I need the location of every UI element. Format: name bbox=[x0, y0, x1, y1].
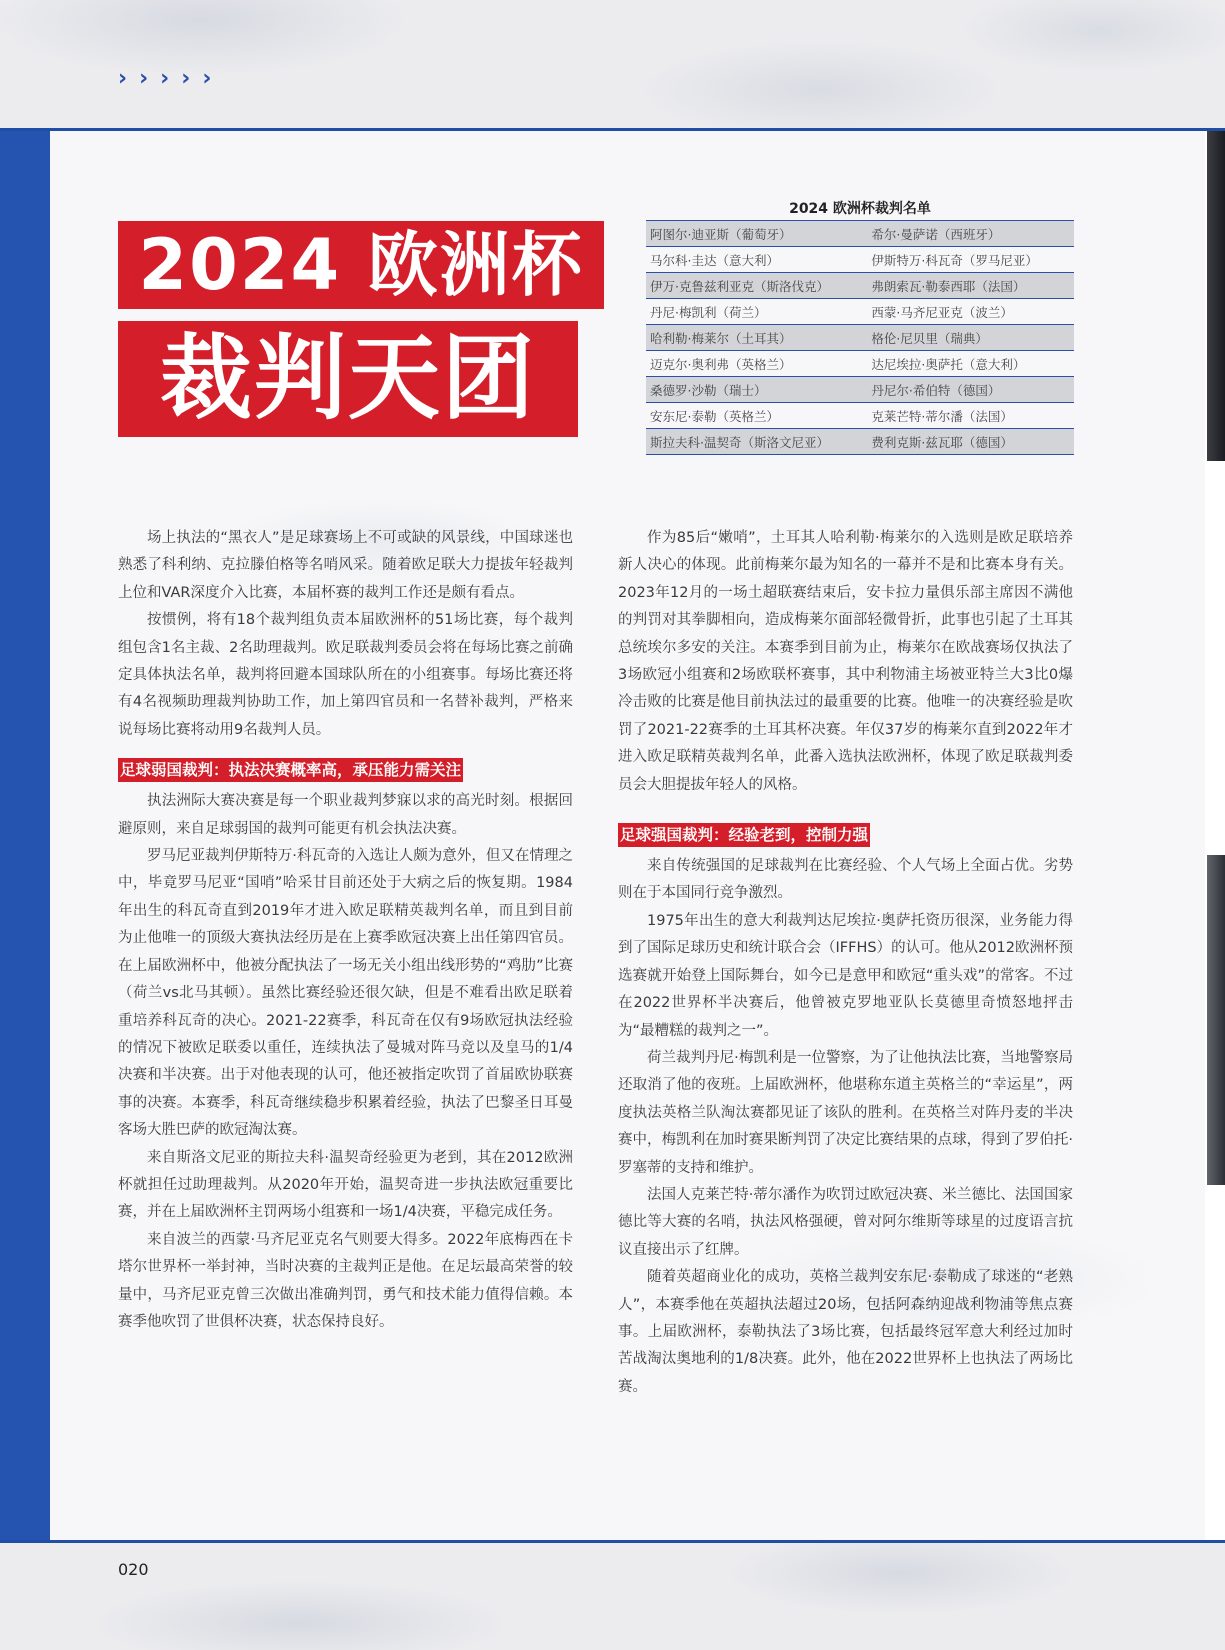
section-heading: 足球弱国裁判：执法决赛概率高，承压能力需关注 bbox=[118, 758, 463, 782]
table-cell: 西蒙·马齐尼亚克（波兰） bbox=[867, 299, 1074, 325]
table-cell: 安东尼·泰勒（英格兰） bbox=[646, 403, 867, 429]
bottom-decorative-band bbox=[0, 1543, 1225, 1650]
paragraph: 作为85后“嫩哨”，土耳其人哈利勒·梅莱尔的入选则是欧足联培养新人决心的体现。此前梅莱尔最为知名的一幕并不是和比赛本身有关。2023年12月的一场土超联赛结束后，安卡拉力量俱乐部主席因不满他的判罚对其拳脚相向，造成梅莱尔面部轻微骨折，此事也引起了土耳其总统埃尔多安的关注。本赛季到目前为止，梅莱尔在欧战赛场仅执法了3场欧冠小组赛和2场欧联杯赛事，其中利物浦主场被亚特兰大3比0爆冷击败的比赛是他目前执法过的最重要的比赛。他唯一的决赛经验是吹罚了2021-22赛季的土耳其杯决赛。年仅37岁的梅莱尔直到2022年才进入欧足联精英裁判名单，此番入选执法欧洲杯，体现了欧足联裁判委员会大胆提拔年轻人的风格。 bbox=[618, 530, 1073, 793]
table-row bbox=[646, 351, 1074, 377]
section-heading: 足球强国裁判：经验老到，控制力强 bbox=[618, 823, 870, 847]
page-title-line2: 裁判天团 bbox=[118, 321, 578, 437]
paragraph: 法国人克莱芒特·蒂尔潘作为吹罚过欧冠决赛、米兰德比、法国国家德比等大赛的名哨，执法风格强硬，曾对阿尔维斯等球星的过度语言抗议直接出示了红牌。 bbox=[618, 1186, 1073, 1258]
paragraph: 荷兰裁判丹尼·梅凯利是一位警察，为了让他执法比赛，当地警察局还取消了他的夜班。上届欧洲杯，他堪称东道主英格兰的“幸运星”，两度执法英格兰队淘汰赛都见证了该队的胜利。在英格兰对阵丹麦的半决赛中，梅凯利在加时赛果断判罚了决定比赛结果的点球，得到了罗伯托·罗塞蒂的支持和维护。 bbox=[618, 1049, 1073, 1176]
table-cell: 格伦·尼贝里（瑞典） bbox=[867, 325, 1074, 351]
table-row bbox=[646, 221, 1074, 247]
chevron-right-icon: › bbox=[118, 66, 128, 91]
table-cell: 斯拉夫科·温契奇（斯洛文尼亚） bbox=[646, 429, 867, 455]
table-cell: 丹尼·梅凯利（荷兰） bbox=[646, 299, 867, 325]
edge-photo-strip bbox=[1207, 855, 1225, 1185]
table-cell: 马尔科·圭达（意大利） bbox=[646, 247, 867, 273]
paragraph: 来自传统强国的足球裁判在比赛经验、个人气场上全面占优。劣势则在于本国同行竞争激烈。 bbox=[618, 858, 1073, 902]
chevron-right-icon: › bbox=[160, 66, 170, 91]
table-row bbox=[646, 429, 1074, 455]
referee-list bbox=[646, 198, 1074, 455]
referee-table bbox=[646, 220, 1074, 455]
table-row bbox=[646, 247, 1074, 273]
table-cell: 迈克尔·奥利弗（英格兰） bbox=[646, 351, 867, 377]
table-cell: 费利克斯·兹瓦耶（德国） bbox=[867, 429, 1074, 455]
chevron-right-icon: › bbox=[202, 66, 212, 91]
table-cell: 桑德罗·沙勒（瑞士） bbox=[646, 377, 867, 403]
table-cell: 阿图尔·迪亚斯（葡萄牙） bbox=[646, 221, 867, 247]
article-column-right bbox=[618, 525, 1073, 1401]
table-cell: 伊万·克鲁兹利亚克（斯洛伐克） bbox=[646, 273, 867, 299]
edge-photo-strip bbox=[1207, 131, 1225, 461]
paragraph: 执法洲际大赛决赛是每一个职业裁判梦寐以求的高光时刻。根据回避原则，来自足球弱国的裁判可能更有机会执法决赛。 bbox=[118, 793, 573, 837]
table-cell: 达尼埃拉·奥萨托（意大利） bbox=[867, 351, 1074, 377]
table-cell: 丹尼尔·希伯特（德国） bbox=[867, 377, 1074, 403]
paragraph: 来自斯洛文尼亚的斯拉夫科·温契奇经验更为老到，其在2012欧洲杯就担任过助理裁判。从2020年开始，温契奇进一步执法欧冠重要比赛，并在上届欧洲杯主罚两场小组赛和一场1/4决赛，平稳完成任务。 bbox=[118, 1149, 573, 1221]
table-row bbox=[646, 273, 1074, 299]
table-row bbox=[646, 377, 1074, 403]
table-cell: 伊斯特万·科瓦奇（罗马尼亚） bbox=[867, 247, 1074, 273]
referee-list-title: 2024 欧洲杯裁判名单 bbox=[789, 201, 931, 217]
table-cell: 哈利勒·梅莱尔（土耳其） bbox=[646, 325, 867, 351]
chevron-right-icon: › bbox=[139, 66, 149, 91]
table-cell: 弗朗索瓦·勒泰西耶（法国） bbox=[867, 273, 1074, 299]
paragraph: 1975年出生的意大利裁判达尼埃拉·奥萨托资历很深，业务能力得到了国际足球历史和统计联合会（IFFHS）的认可。他从2012欧洲杯预选赛就开始登上国际舞台，如今已是意甲和欧冠“重头戏”的常客。不过在2022世界杯半决赛后，他曾被克罗地亚队长莫德里奇愤怒地抨击为“最糟糕的裁判之一”。 bbox=[618, 912, 1073, 1039]
page-title-line1: 2024 欧洲杯 bbox=[118, 221, 604, 309]
paragraph: 罗马尼亚裁判伊斯特万·科瓦奇的入选让人颇为意外，但又在情理之中，毕竟罗马尼亚“国哨”哈采甘目前还处于大病之后的恢复期。1984年出生的科瓦奇直到2019年才进入欧足联精英裁判名单，而且到目前为止他唯一的顶级大赛执法经历是在上赛季欧冠决赛上出任第四官员。在上届欧洲杯中，他被分配执法了一场无关小组出线形势的“鸡肋”比赛（荷兰vs北马其顿）。虽然比赛经验还很欠缺，但是不难看出欧足联着重培养科瓦奇的决心。2021-22赛季，科瓦奇在仅有9场欧冠执法经验的情况下被欧足联委以重任，连续执法了曼城对阵马竞以及皇马的1/4决赛和半决赛。出于对他表现的认可，他还被指定吹罚了首届欧协联赛事的决赛。本赛季，科瓦奇继续稳步积累着经验，执法了巴黎圣日耳曼客场大胜巴萨的欧冠淘汰赛。 bbox=[118, 848, 573, 1139]
article-column-left bbox=[118, 525, 573, 1336]
paragraph: 按惯例，将有18个裁判组负责本届欧洲杯的51场比赛，每个裁判组包含1名主裁、2名助理裁判。欧足联裁判委员会将在每场比赛之前确定具体执法名单，裁判将回避本国球队所在的小组赛事。每场比赛还将有4名视频助理裁判协助工作，加上第四官员和一名替补裁判，严格来说每场比赛将动用9名裁判人员。 bbox=[118, 612, 573, 738]
header-chevrons bbox=[118, 68, 211, 90]
table-cell: 希尔·曼萨诺（西班牙） bbox=[867, 221, 1074, 247]
chevron-right-icon: › bbox=[181, 66, 191, 91]
paragraph: 随着英超商业化的成功，英格兰裁判安东尼·泰勒成了球迷的“老熟人”，本赛季他在英超执法超过20场，包括阿森纳迎战利物浦等焦点赛事。上届欧洲杯，泰勒执法了3场比赛，包括最终冠军意大利经过加时苦战淘汰奥地利的1/8决赛。此外，他在2022世界杯上也执法了两场比赛。 bbox=[618, 1269, 1073, 1395]
paragraph: 场上执法的“黑衣人”是足球赛场上不可或缺的风景线，中国球迷也熟悉了科利纳、克拉滕伯格等名哨风采。随着欧足联大力提拔年轻裁判上位和VAR深度介入比赛，本届杯赛的裁判工作还是颇有看点。 bbox=[118, 530, 573, 601]
section-heading-wrap bbox=[118, 744, 573, 788]
page-number: 020 bbox=[118, 1560, 149, 1579]
left-blue-bar bbox=[0, 131, 50, 1540]
table-row bbox=[646, 325, 1074, 351]
paragraph: 来自波兰的西蒙·马齐尼亚克名气则要大得多。2022年底梅西在卡塔尔世界杯一举封神，当时决赛的主裁判正是他。在足坛最高荣誉的较量中，马齐尼亚克曾三次做出准确判罚，勇气和技术能力值得信赖。本赛季他吹罚了世俱杯决赛，状态保持良好。 bbox=[118, 1231, 573, 1330]
top-decorative-band bbox=[0, 0, 1225, 128]
section-heading-wrap bbox=[618, 809, 1073, 853]
table-row bbox=[646, 403, 1074, 429]
table-row bbox=[646, 299, 1074, 325]
table-cell: 克莱芒特·蒂尔潘（法国） bbox=[867, 403, 1074, 429]
